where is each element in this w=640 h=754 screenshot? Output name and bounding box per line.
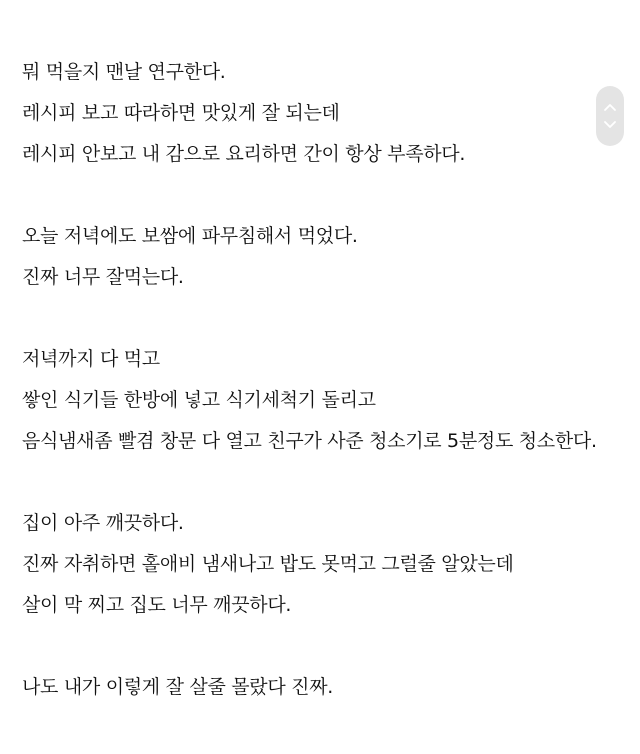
scroll-control[interactable] xyxy=(596,86,624,146)
paragraph-spacer xyxy=(22,462,622,503)
post-line: 레시피 보고 따라하면 맛있게 잘 되는데 xyxy=(22,102,340,124)
post-line: 오늘 저녁에도 보쌈에 파무침해서 먹었다. xyxy=(22,225,358,247)
post-body xyxy=(22,52,622,708)
post-line: 쌓인 식기들 한방에 넣고 식기세척기 돌리고 xyxy=(22,389,376,411)
paragraph-spacer xyxy=(22,298,622,339)
post-line: 진짜 너무 잘먹는다. xyxy=(22,266,184,288)
post-line: 저녁까지 다 먹고 xyxy=(22,348,160,370)
post-line: 집이 아주 깨끗하다. xyxy=(22,512,184,534)
chevron-up-icon[interactable] xyxy=(603,103,617,113)
paragraph-spacer xyxy=(22,175,622,216)
post-line: 레시피 안보고 내 감으로 요리하면 간이 항상 부족하다. xyxy=(22,143,466,165)
post-line: 뭐 먹을지 맨날 연구한다. xyxy=(22,61,226,83)
post-line: 음식냄새좀 빨겸 창문 다 열고 친구가 사준 청소기로 5분정도 청소한다. xyxy=(22,430,597,452)
post-line: 살이 막 찌고 집도 너무 깨끗하다. xyxy=(22,594,292,616)
post-line: 나도 내가 이렇게 잘 살줄 몰랐다 진짜. xyxy=(22,676,333,698)
post-line: 진짜 자취하면 홀애비 냄새나고 밥도 못먹고 그럴줄 알았는데 xyxy=(22,553,514,575)
chevron-down-icon[interactable] xyxy=(603,119,617,129)
paragraph-spacer xyxy=(22,626,622,667)
